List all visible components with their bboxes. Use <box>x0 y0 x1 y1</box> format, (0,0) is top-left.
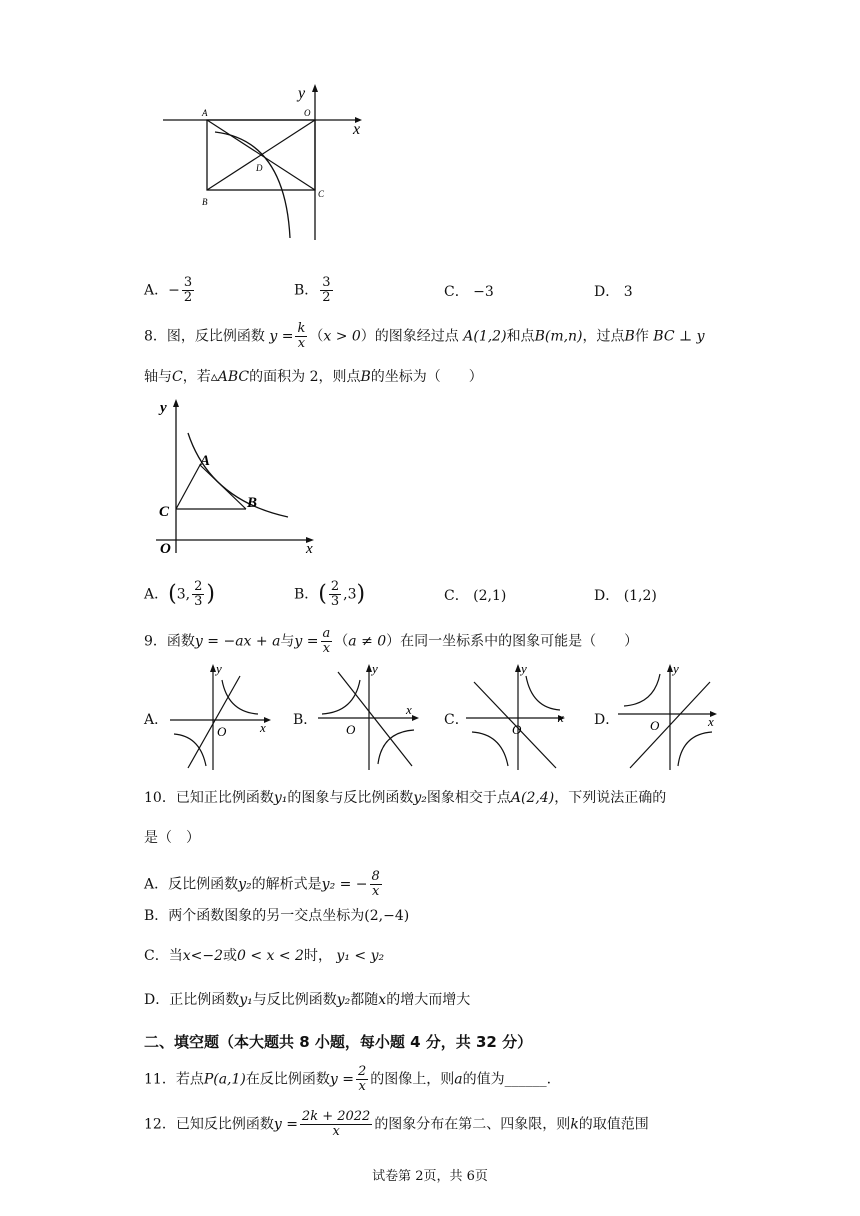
text: 9．函数 <box>144 633 195 650</box>
label-y: y <box>298 85 306 102</box>
q10-option-b <box>144 906 409 926</box>
y-arrow <box>312 84 318 92</box>
label-O: O <box>160 541 171 557</box>
q10-option-a <box>144 870 384 899</box>
math: A(2,4) <box>510 790 555 806</box>
text: ，下列说法正确的 <box>554 790 667 806</box>
text: 的解析式是 <box>251 876 322 893</box>
text: 10．已知正比例函数 <box>144 790 274 806</box>
math: B(m,n) <box>534 328 583 345</box>
hyperbola-branch <box>378 730 414 764</box>
section-heading: 二、填空题（本大题共 8 小题，每小题 4 分，共 32 分） <box>144 1033 533 1051</box>
math: C <box>172 369 183 385</box>
text: 都随 <box>350 992 379 1008</box>
math: P(a,1) <box>203 1071 246 1088</box>
math: ▵ABC <box>210 369 250 385</box>
q8-stem-line1 <box>144 322 705 351</box>
math: A(1,2) <box>463 328 507 345</box>
label-O: O <box>512 722 522 737</box>
q7-option-d <box>594 282 633 302</box>
q9-option-b-letter: B． <box>293 712 318 728</box>
text: A．反比例函数 <box>144 876 239 893</box>
numerator: 3 <box>183 275 193 290</box>
fraction <box>329 580 341 609</box>
option-value: 3, <box>176 586 191 603</box>
option-letter: A． <box>144 282 169 299</box>
q8-option-b: B．( $\frac{2}{3}$ ,3) <box>294 579 366 609</box>
option-letter: B． <box>294 586 319 603</box>
q12 <box>144 1110 649 1139</box>
hyperbola-branch <box>472 732 508 766</box>
denominator: x <box>372 884 380 899</box>
option-letter: D． <box>594 588 620 604</box>
q9-graph-b <box>314 662 424 772</box>
q7-option-c <box>444 282 494 302</box>
q10-stem-line2: 是（ ） <box>144 830 200 846</box>
q9-option-c-letter: C． <box>444 712 469 728</box>
text: 或 <box>222 948 237 964</box>
option-value: 3 <box>623 284 633 300</box>
text: 的图象分布在第二、四象限，则 <box>374 1116 571 1133</box>
option-letter: D． <box>594 284 620 300</box>
text: 的值为______. <box>462 1071 552 1088</box>
numerator: a <box>322 626 331 641</box>
denominator: 2 <box>322 290 331 305</box>
label-x: x <box>260 720 266 735</box>
text: 图象相交于点 <box>426 790 511 806</box>
page-footer: 试卷第 2页，共 6页 <box>372 1169 488 1184</box>
text: （ <box>334 633 349 650</box>
math: y₂ <box>238 876 252 893</box>
numerator: 2 <box>194 579 203 594</box>
math: y₂ <box>413 790 427 806</box>
label-y: y <box>673 662 679 676</box>
label-x: x <box>558 710 564 725</box>
text: ，过点 <box>582 328 625 345</box>
fraction <box>182 276 194 305</box>
label-x: x <box>353 121 361 138</box>
math: y = <box>269 328 294 345</box>
math: y = −ax + a <box>194 633 281 650</box>
text: 12．已知反比例函数 <box>144 1116 274 1133</box>
text: ，若 <box>182 369 211 385</box>
fraction <box>320 276 332 305</box>
math: x <box>378 992 387 1008</box>
text: ）的图象经过点 <box>360 328 459 345</box>
y-arrow <box>173 399 179 407</box>
line-graph <box>338 672 412 766</box>
denominator: x <box>322 641 331 656</box>
fraction <box>321 627 333 656</box>
q8-option-c <box>444 586 506 606</box>
segment-AB <box>200 465 246 509</box>
hyperbola-curve <box>215 132 290 238</box>
label-D: D <box>256 163 263 173</box>
q10-option-d <box>144 990 470 1010</box>
text: 11．若点 <box>144 1071 204 1088</box>
q8-figure <box>148 395 328 560</box>
label-x: x <box>708 714 714 729</box>
hyperbola-curve <box>188 433 288 517</box>
numerator: 8 <box>371 869 380 884</box>
math: a <box>454 1071 463 1088</box>
q8-stem-line2 <box>144 367 483 387</box>
option-value: ,3 <box>343 586 357 603</box>
q9-option-d-letter: D． <box>594 712 620 728</box>
fraction <box>192 580 204 609</box>
math: y₁ <box>239 992 253 1008</box>
q9-graph-c <box>462 662 574 772</box>
option-value: −3 <box>473 284 494 300</box>
label-x: x <box>306 541 313 557</box>
denominator: 3 <box>194 594 203 609</box>
option-value: (2,1) <box>473 588 507 604</box>
text: 作 <box>634 328 649 345</box>
hyperbola-branch <box>624 674 660 706</box>
numerator: 2 <box>357 1064 367 1079</box>
option-letter: C． <box>444 284 469 300</box>
numerator: 3 <box>322 275 331 290</box>
math: a ≠ 0 <box>348 633 387 650</box>
q7-option-a <box>144 276 196 305</box>
label-C: C <box>318 189 325 199</box>
fraction <box>300 1110 372 1139</box>
math: BC ⊥ y <box>653 328 705 345</box>
q7-figure <box>155 80 375 245</box>
math: x<−2 <box>182 948 223 964</box>
label-y: y <box>372 662 378 676</box>
text: 的面积为 2，则点 <box>249 369 361 385</box>
math: y₂ = − <box>321 876 368 893</box>
numerator: k <box>297 321 306 336</box>
q10-stem-line1 <box>144 788 666 808</box>
label-O: O <box>346 722 356 737</box>
text: 8．图，反比例函数 <box>144 328 265 345</box>
math: y₂ <box>336 992 351 1008</box>
math: (2,−4) <box>364 908 410 924</box>
math: x > 0 <box>323 328 361 345</box>
fraction <box>356 1065 368 1094</box>
minus-sign: − <box>168 282 180 299</box>
math: B <box>624 328 635 345</box>
text: 在反比例函数 <box>245 1071 330 1088</box>
math: k <box>570 1116 579 1133</box>
q7-option-b <box>294 276 335 305</box>
q11 <box>144 1065 551 1094</box>
option-value: (1,2) <box>623 588 657 604</box>
label-O: O <box>650 718 660 733</box>
segment-CA <box>176 465 200 509</box>
denominator: x <box>332 1124 340 1139</box>
math: B <box>360 369 371 385</box>
math: 0 < x < 2 <box>236 948 304 964</box>
option-letter: C． <box>444 588 469 604</box>
text: B．两个函数图象的另一交点坐标为 <box>144 908 365 924</box>
hyperbola-branch <box>174 734 206 766</box>
text: D．正比例函数 <box>144 992 240 1008</box>
label-B: B <box>247 495 258 511</box>
fraction <box>295 322 307 351</box>
label-x: x <box>406 702 412 717</box>
q10-option-c <box>144 946 384 966</box>
numerator: 2k + 2022 <box>301 1109 371 1124</box>
numerator: 2 <box>330 579 340 594</box>
math: y₁ <box>273 790 288 806</box>
text: （ <box>309 328 324 345</box>
q8-option-a: A．(3, $\frac{2}{3}$ ) <box>144 579 215 609</box>
label-B: B <box>202 197 208 207</box>
label-C: C <box>159 504 170 520</box>
text: 和点 <box>506 328 535 345</box>
hyperbola-branch <box>526 676 560 710</box>
text: 的增大而增大 <box>386 992 471 1008</box>
q8-option-d <box>594 586 657 606</box>
label-A: A <box>200 453 211 469</box>
hyperbola-branch <box>322 680 360 714</box>
text: C．当 <box>144 948 183 964</box>
label-y: y <box>216 662 222 676</box>
text: 的图像上，则 <box>370 1071 455 1088</box>
label-y: y <box>160 400 167 416</box>
text: 与反比例函数 <box>252 992 337 1008</box>
label-O: O <box>304 108 311 118</box>
q9-stem <box>144 627 638 656</box>
hyperbola-branch <box>678 732 712 766</box>
text: ）在同一坐标系中的图象可能是（ ） <box>386 633 639 650</box>
option-letter: B． <box>294 282 319 299</box>
q9-graph-d <box>614 662 724 772</box>
denominator: 2 <box>183 290 193 305</box>
text: 时， <box>303 948 332 964</box>
text: 的坐标为（ ） <box>370 369 483 385</box>
q9-option-a-letter: A． <box>144 712 169 728</box>
denominator: 3 <box>330 594 340 609</box>
denominator: x <box>358 1079 366 1094</box>
math: y₁ < y₂ <box>336 948 385 964</box>
math: y = <box>273 1116 298 1133</box>
fraction <box>370 870 382 899</box>
math: y = <box>329 1071 354 1088</box>
label-O: O <box>217 724 227 739</box>
math: y = <box>294 633 319 650</box>
hyperbola-branch <box>222 680 258 714</box>
line-graph <box>188 676 240 768</box>
label-y: y <box>521 662 527 676</box>
label-A: A <box>202 108 208 118</box>
option-letter: A． <box>144 586 169 603</box>
text: 的图象与反比例函数 <box>287 790 414 806</box>
text: 与 <box>280 633 295 650</box>
q9-graph-a <box>166 662 276 772</box>
text: 轴与 <box>144 369 172 385</box>
text: 的取值范围 <box>578 1116 649 1133</box>
denominator: x <box>297 336 306 351</box>
